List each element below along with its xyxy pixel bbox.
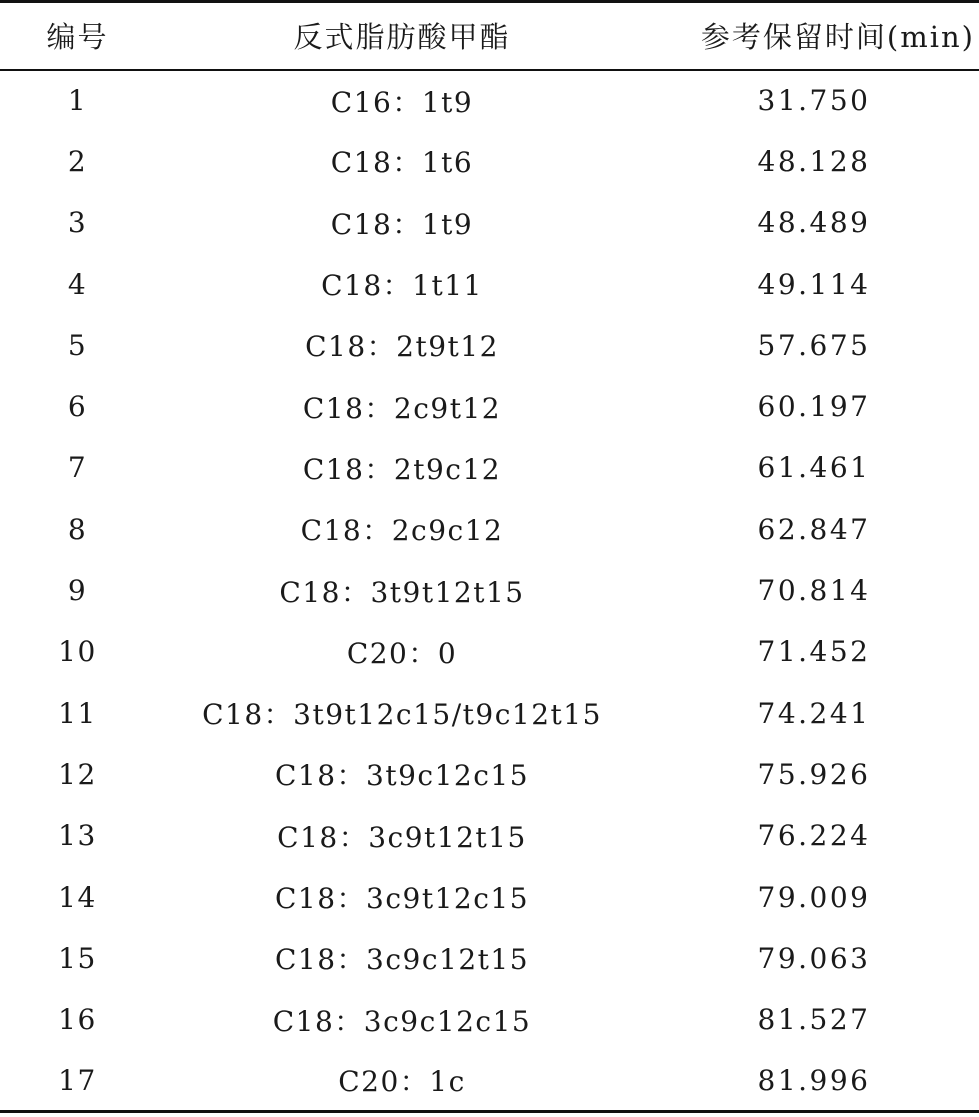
row-number: 9 bbox=[67, 574, 88, 608]
row-fame-name: C18：2c9t12 bbox=[302, 391, 502, 425]
row-fame-name: C18：2t9t12 bbox=[305, 330, 499, 364]
row-number: 3 bbox=[67, 206, 88, 240]
table-row bbox=[0, 560, 979, 621]
table-row bbox=[0, 70, 979, 131]
header-retention-time: 参考保留时间(min) bbox=[649, 2, 979, 70]
row-retention-time: 76.224 bbox=[757, 819, 871, 853]
row-number: 17 bbox=[0, 1050, 155, 1111]
row-fame-name: C18：1t11 bbox=[321, 269, 483, 303]
row-number: 1 bbox=[67, 84, 88, 118]
row-number: 15 bbox=[58, 941, 97, 975]
table-row bbox=[0, 866, 979, 927]
table-row bbox=[0, 131, 979, 192]
row-fame-name: C18：2c9c12 bbox=[300, 514, 504, 548]
row-retention-time: 81.996 bbox=[649, 1050, 979, 1111]
row-fame-name: C18：1t9 bbox=[330, 207, 474, 241]
row-retention-time: 57.675 bbox=[757, 328, 871, 362]
row-number: 12 bbox=[58, 757, 97, 791]
table-row bbox=[0, 805, 979, 866]
row-fame-name: C18：3c9c12t15 bbox=[274, 943, 530, 977]
table-row bbox=[0, 437, 979, 498]
row-fame-name: C18：2t9c12 bbox=[302, 452, 502, 486]
table-row bbox=[0, 376, 979, 437]
row-number: 4 bbox=[67, 267, 88, 301]
table-header bbox=[0, 2, 979, 70]
table-row bbox=[0, 192, 979, 253]
table-row bbox=[0, 744, 979, 805]
table-body bbox=[0, 70, 979, 1112]
row-fame-name: C16：1t9 bbox=[330, 85, 474, 119]
row-number: 6 bbox=[67, 390, 88, 424]
row-fame-name: C18：3c9c12c15 bbox=[272, 1004, 532, 1038]
row-fame-name: C18：3t9t12t15 bbox=[279, 575, 525, 609]
table-row bbox=[0, 315, 979, 376]
header-name: 反式脂肪酸甲酯 bbox=[155, 2, 649, 70]
header-number: 编号 bbox=[0, 2, 155, 70]
row-number: 16 bbox=[58, 1003, 97, 1037]
row-retention-time: 49.114 bbox=[757, 267, 871, 301]
row-fame-name: C18：3c9t12c15 bbox=[274, 882, 530, 915]
row-number: 10 bbox=[58, 635, 97, 669]
row-retention-time: 48.489 bbox=[757, 206, 871, 240]
row-retention-time: 61.461 bbox=[757, 451, 871, 485]
row-number: 2 bbox=[67, 144, 88, 178]
row-retention-time: 75.926 bbox=[757, 757, 871, 791]
row-number: 13 bbox=[58, 819, 97, 853]
table-row bbox=[0, 253, 979, 314]
row-retention-time: 62.847 bbox=[757, 512, 871, 546]
row-number: 8 bbox=[67, 512, 88, 546]
row-retention-time: 71.452 bbox=[757, 635, 871, 669]
header-row bbox=[0, 2, 979, 70]
table-row bbox=[0, 928, 979, 989]
table-row bbox=[0, 621, 979, 682]
table-row bbox=[0, 682, 979, 743]
row-fame-name: C18：3t9t12c15/t9c12t15 bbox=[202, 698, 602, 732]
row-number: 7 bbox=[67, 451, 88, 485]
row-retention-time: 31.750 bbox=[757, 84, 871, 118]
row-retention-time: 79.009 bbox=[757, 880, 871, 914]
row-fame-name: C18：3c9t12t15 bbox=[277, 820, 527, 854]
row-number: 11 bbox=[58, 696, 97, 730]
row-retention-time: 79.063 bbox=[757, 941, 871, 975]
table-row bbox=[0, 989, 979, 1050]
row-retention-time: 60.197 bbox=[757, 390, 871, 424]
table-row bbox=[0, 1050, 979, 1111]
row-fame-name: C20：0 bbox=[346, 636, 458, 670]
row-retention-time: 81.527 bbox=[757, 1003, 871, 1037]
row-fame-name: C18：3t9c12c15 bbox=[274, 759, 530, 793]
table-row bbox=[0, 499, 979, 560]
row-retention-time: 48.128 bbox=[757, 144, 871, 178]
row-retention-time: 70.814 bbox=[757, 574, 871, 608]
row-number: 5 bbox=[67, 328, 88, 362]
row-retention-time: 74.241 bbox=[757, 696, 871, 730]
row-fame-name: C18：1t6 bbox=[330, 146, 474, 180]
row-fame-name: C20：1c bbox=[155, 1050, 649, 1111]
row-number: 14 bbox=[58, 880, 97, 914]
